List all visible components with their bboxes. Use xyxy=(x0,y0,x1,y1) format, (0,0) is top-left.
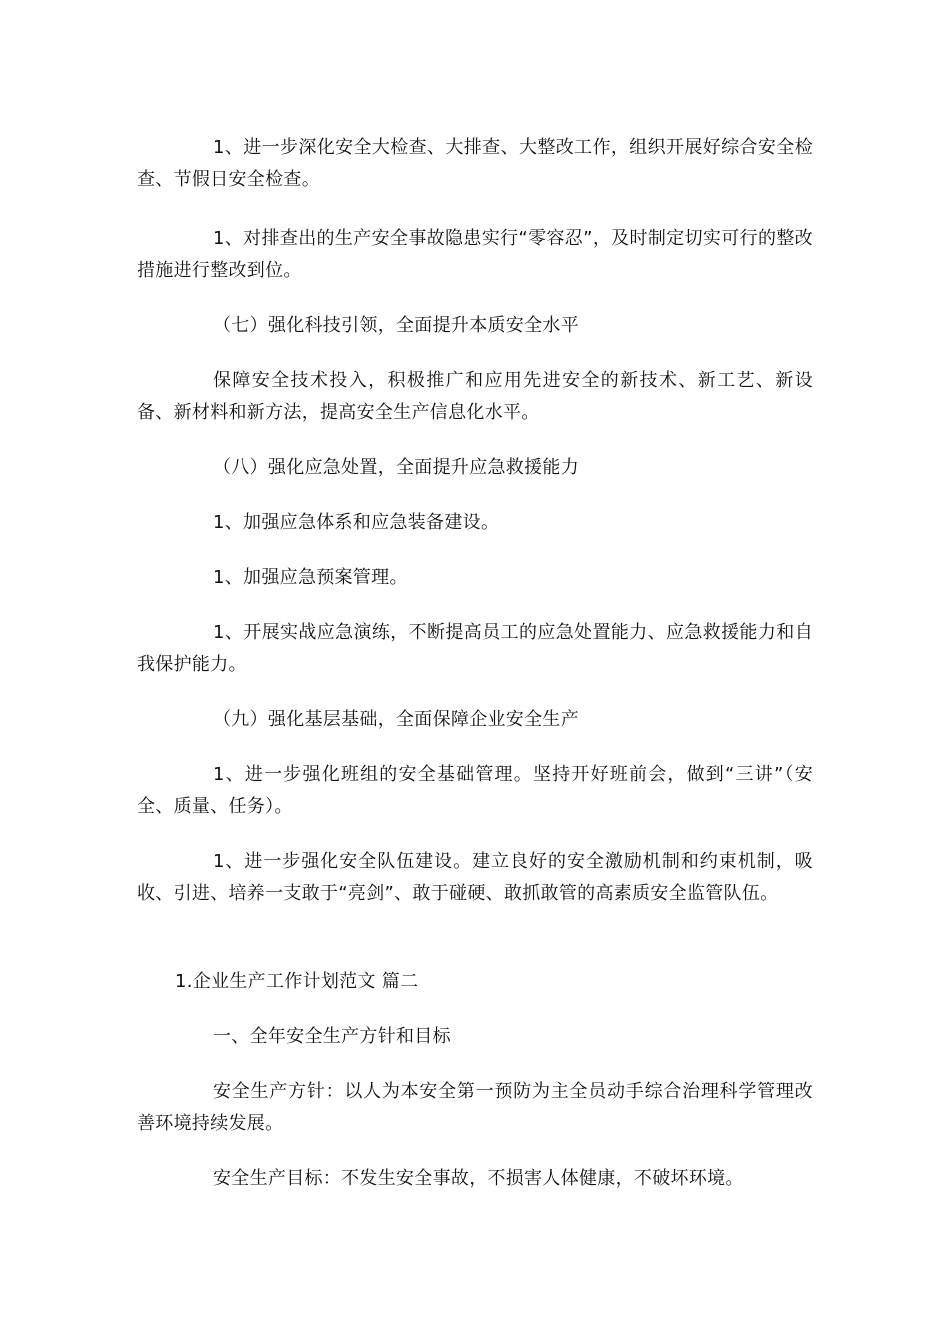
paragraph-tech-investment: 保障安全技术投入，积极推广和应用先进安全的新技术、新工艺、新设备、新材料和新方法，提高安全生产信息化水平。 xyxy=(137,370,813,423)
paragraph-zero-tolerance: 1、对排查出的生产安全事故隐患实行“零容忍”，及时制定切实可行的整改措施进行整改到位。 xyxy=(137,228,813,281)
paragraph-safety-team: 1、进一步强化安全队伍建设。建立良好的安全激励机制和约束机制，吸收、引进、培养一支敢于“亮剑”、敢于碰硬、敢抓敢管的高素质安全监管队伍。 xyxy=(137,851,813,904)
paragraph-team-management: 1、进一步强化班组的安全基础管理。坚持开好班前会，做到“三讲”（安全、质量、任务）。 xyxy=(137,764,813,817)
section-heading-annual-goal: 一、全年安全生产方针和目标 xyxy=(213,1026,451,1047)
paragraph-emergency-drill: 1、开展实战应急演练，不断提高员工的应急处置能力、应急救援能力和自我保护能力。 xyxy=(137,622,813,675)
section-heading-9: （九）强化基层基础，全面保障企业安全生产 xyxy=(213,709,579,730)
paragraph-emergency-system: 1、加强应急体系和应急装备建设。 xyxy=(213,512,500,533)
paragraph-emergency-plan: 1、加强应急预案管理。 xyxy=(213,567,408,588)
article-title-part-two: 1.企业生产工作计划范文 篇二 xyxy=(175,971,419,992)
paragraph-safety-target: 安全生产目标：不发生安全事故，不损害人体健康，不破坏环境。 xyxy=(213,1168,744,1189)
paragraph-safety-policy: 安全生产方针：以人为本安全第一预防为主全员动手综合治理科学管理改善环境持续发展。 xyxy=(137,1081,813,1134)
section-heading-7: （七）强化科技引领，全面提升本质安全水平 xyxy=(213,315,579,336)
section-heading-8: （八）强化应急处置，全面提升应急救援能力 xyxy=(213,457,579,478)
paragraph-inspection: 1、进一步深化安全大检查、大排查、大整改工作，组织开展好综合安全检查、节假日安全检查。 xyxy=(137,137,813,190)
